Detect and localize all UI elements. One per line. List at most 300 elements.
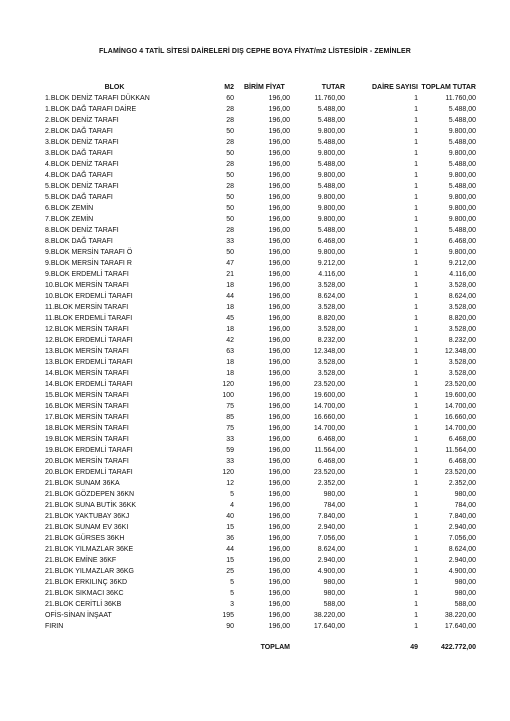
cell-tutar: 6.468,00 xyxy=(317,238,345,245)
cell-daire-sayisi: 1 xyxy=(414,150,418,157)
cell-birim-fiyat: 196,00 xyxy=(268,370,290,377)
cell-blok: 9.BLOK ERDEMLİ TARAFI xyxy=(45,271,129,278)
cell-tutar: 8.624,00 xyxy=(317,293,345,300)
cell-m2: 50 xyxy=(226,205,234,212)
table-row xyxy=(45,247,476,258)
table-row xyxy=(45,379,476,390)
totals-label: TOPLAM xyxy=(260,643,290,651)
cell-m2: 5 xyxy=(230,579,234,586)
cell-m2: 25 xyxy=(226,568,234,575)
cell-birim-fiyat: 196,00 xyxy=(268,557,290,564)
cell-daire-sayisi: 1 xyxy=(414,260,418,267)
cell-tutar: 8.624,00 xyxy=(317,546,345,553)
table-row xyxy=(45,522,476,533)
cell-birim-fiyat: 196,00 xyxy=(268,139,290,146)
cell-tutar: 3.528,00 xyxy=(317,326,345,333)
cell-toplam-tutar: 2.940,00 xyxy=(448,524,476,531)
cell-birim-fiyat: 196,00 xyxy=(268,150,290,157)
cell-m2: 18 xyxy=(226,359,234,366)
table-row xyxy=(45,621,476,632)
cell-toplam-tutar: 9.800,00 xyxy=(448,216,476,223)
cell-m2: 15 xyxy=(226,524,234,531)
cell-toplam-tutar: 23.520,00 xyxy=(444,381,476,388)
cell-daire-sayisi: 1 xyxy=(414,447,418,454)
cell-toplam-tutar: 6.468,00 xyxy=(448,238,476,245)
cell-m2: 18 xyxy=(226,326,234,333)
cell-blok: 21.BLOK EMİNE 36KF xyxy=(45,557,117,564)
cell-toplam-tutar: 5.488,00 xyxy=(448,139,476,146)
cell-m2: 28 xyxy=(226,106,234,113)
header-daire-sayisi: DAİRE SAYISI xyxy=(371,84,418,91)
cell-birim-fiyat: 196,00 xyxy=(268,469,290,476)
cell-m2: 85 xyxy=(226,414,234,421)
cell-birim-fiyat: 196,00 xyxy=(268,238,290,245)
cell-blok: 4.BLOK DENİZ TARAFI xyxy=(45,161,119,168)
cell-m2: 50 xyxy=(226,172,234,179)
cell-toplam-tutar: 3.528,00 xyxy=(448,282,476,289)
cell-daire-sayisi: 1 xyxy=(414,623,418,630)
table-row xyxy=(45,500,476,511)
cell-toplam-tutar: 11.564,00 xyxy=(445,447,476,454)
cell-birim-fiyat: 196,00 xyxy=(268,293,290,300)
cell-daire-sayisi: 1 xyxy=(414,480,418,487)
cell-tutar: 6.468,00 xyxy=(317,436,345,443)
table-row xyxy=(45,192,476,203)
cell-birim-fiyat: 196,00 xyxy=(268,326,290,333)
cell-m2: 47 xyxy=(226,260,234,267)
cell-daire-sayisi: 1 xyxy=(414,172,418,179)
cell-tutar: 14.700,00 xyxy=(313,403,345,410)
cell-toplam-tutar: 5.488,00 xyxy=(448,183,476,190)
cell-daire-sayisi: 1 xyxy=(414,304,418,311)
cell-tutar: 5.488,00 xyxy=(317,139,345,146)
cell-tutar: 2.352,00 xyxy=(317,480,345,487)
table-row xyxy=(45,104,476,115)
table-row xyxy=(45,610,476,621)
cell-m2: 50 xyxy=(226,249,234,256)
cell-daire-sayisi: 1 xyxy=(414,458,418,465)
cell-blok: 4.BLOK DAĞ TARAFI xyxy=(45,172,113,179)
cell-daire-sayisi: 1 xyxy=(414,194,418,201)
cell-birim-fiyat: 196,00 xyxy=(268,491,290,498)
cell-blok: 21.BLOK CERİTLİ 36KB xyxy=(45,601,122,608)
cell-daire-sayisi: 1 xyxy=(414,106,418,113)
cell-blok: 21.BLOK SUNAM 36KA xyxy=(45,480,120,487)
cell-birim-fiyat: 196,00 xyxy=(268,524,290,531)
cell-birim-fiyat: 196,00 xyxy=(268,447,290,454)
cell-tutar: 2.940,00 xyxy=(317,557,345,564)
cell-toplam-tutar: 5.488,00 xyxy=(448,161,476,168)
cell-birim-fiyat: 196,00 xyxy=(268,568,290,575)
cell-m2: 120 xyxy=(222,469,234,476)
cell-tutar: 8.820,00 xyxy=(317,315,345,322)
cell-birim-fiyat: 196,00 xyxy=(268,601,290,608)
cell-tutar: 11.760,00 xyxy=(314,95,345,102)
cell-birim-fiyat: 196,00 xyxy=(268,436,290,443)
table-row xyxy=(45,412,476,423)
cell-daire-sayisi: 1 xyxy=(414,392,418,399)
cell-birim-fiyat: 196,00 xyxy=(268,205,290,212)
table-row xyxy=(45,225,476,236)
table-row xyxy=(45,423,476,434)
cell-birim-fiyat: 196,00 xyxy=(268,271,290,278)
cell-m2: 90 xyxy=(226,623,234,630)
cell-birim-fiyat: 196,00 xyxy=(268,535,290,542)
table-row xyxy=(45,335,476,346)
cell-m2: 50 xyxy=(226,128,234,135)
cell-m2: 75 xyxy=(226,425,234,432)
cell-tutar: 9.800,00 xyxy=(317,216,345,223)
cell-tutar: 3.528,00 xyxy=(317,370,345,377)
cell-birim-fiyat: 196,00 xyxy=(268,546,290,553)
cell-m2: 28 xyxy=(226,117,234,124)
cell-tutar: 980,00 xyxy=(323,491,345,498)
cell-m2: 44 xyxy=(226,546,234,553)
cell-toplam-tutar: 980,00 xyxy=(454,491,476,498)
cell-birim-fiyat: 196,00 xyxy=(268,128,290,135)
cell-blok: 12.BLOK ERDEMLİ TARAFI xyxy=(45,337,133,344)
table-row xyxy=(45,115,476,126)
cell-toplam-tutar: 14.700,00 xyxy=(444,425,476,432)
cell-blok: OFİS-SİNAN İNŞAAT xyxy=(45,612,112,619)
cell-toplam-tutar: 2.940,00 xyxy=(448,557,476,564)
cell-m2: 42 xyxy=(226,337,234,344)
cell-m2: 28 xyxy=(226,227,234,234)
cell-toplam-tutar: 5.488,00 xyxy=(448,227,476,234)
cell-blok: 18.BLOK MERSİN TARAFI xyxy=(45,425,129,432)
table-row xyxy=(45,511,476,522)
table-row xyxy=(45,203,476,214)
cell-blok: 21.BLOK GÖZDEPEN 36KN xyxy=(45,491,135,498)
cell-birim-fiyat: 196,00 xyxy=(268,425,290,432)
cell-daire-sayisi: 1 xyxy=(414,326,418,333)
cell-blok: 21.BLOK SIKMACI 36KC xyxy=(45,590,124,597)
cell-birim-fiyat: 196,00 xyxy=(268,249,290,256)
cell-blok: 19.BLOK ERDEMLİ TARAFI xyxy=(45,447,133,454)
cell-birim-fiyat: 196,00 xyxy=(268,172,290,179)
cell-m2: 40 xyxy=(226,513,234,520)
cell-birim-fiyat: 196,00 xyxy=(268,348,290,355)
cell-tutar: 3.528,00 xyxy=(317,282,345,289)
cell-toplam-tutar: 9.800,00 xyxy=(448,249,476,256)
cell-blok: 5.BLOK DENİZ TARAFI xyxy=(45,183,119,190)
cell-blok: 21.BLOK YAKTUBAY 36KJ xyxy=(45,513,130,520)
cell-m2: 33 xyxy=(226,436,234,443)
table-row xyxy=(45,577,476,588)
cell-m2: 100 xyxy=(222,392,234,399)
table-row xyxy=(45,445,476,456)
cell-m2: 5 xyxy=(230,491,234,498)
cell-toplam-tutar: 19.600,00 xyxy=(444,392,476,399)
cell-blok: 19.BLOK MERSİN TARAFI xyxy=(45,436,129,443)
cell-birim-fiyat: 196,00 xyxy=(268,502,290,509)
cell-daire-sayisi: 1 xyxy=(414,535,418,542)
cell-birim-fiyat: 196,00 xyxy=(268,304,290,311)
cell-daire-sayisi: 1 xyxy=(414,282,418,289)
table-row xyxy=(45,478,476,489)
cell-m2: 75 xyxy=(226,403,234,410)
cell-m2: 4 xyxy=(230,502,234,509)
cell-birim-fiyat: 196,00 xyxy=(268,260,290,267)
cell-toplam-tutar: 6.468,00 xyxy=(448,436,476,443)
cell-daire-sayisi: 1 xyxy=(414,491,418,498)
cell-tutar: 5.488,00 xyxy=(317,106,345,113)
table-row xyxy=(45,269,476,280)
cell-daire-sayisi: 1 xyxy=(414,546,418,553)
cell-blok: 10.BLOK ERDEMLİ TARAFI xyxy=(45,293,133,300)
cell-blok: 11.BLOK ERDEMLİ TARAFI xyxy=(45,315,133,322)
cell-tutar: 11.564,00 xyxy=(314,447,345,454)
cell-toplam-tutar: 8.624,00 xyxy=(448,293,476,300)
cell-toplam-tutar: 23.520,00 xyxy=(444,469,476,476)
cell-daire-sayisi: 1 xyxy=(414,139,418,146)
cell-blok: 21.BLOK SUNAM EV 36KI xyxy=(45,524,129,531)
cell-blok: 6.BLOK ZEMİN xyxy=(45,205,94,212)
cell-daire-sayisi: 1 xyxy=(414,337,418,344)
table-row xyxy=(45,489,476,500)
cell-birim-fiyat: 196,00 xyxy=(268,337,290,344)
cell-birim-fiyat: 196,00 xyxy=(268,106,290,113)
cell-tutar: 12.348,00 xyxy=(313,348,345,355)
cell-m2: 12 xyxy=(226,480,234,487)
cell-toplam-tutar: 980,00 xyxy=(454,579,476,586)
cell-blok: 7.BLOK ZEMİN xyxy=(45,216,94,223)
table-row xyxy=(45,533,476,544)
cell-daire-sayisi: 1 xyxy=(414,469,418,476)
cell-tutar: 980,00 xyxy=(323,579,345,586)
cell-tutar: 6.468,00 xyxy=(317,458,345,465)
cell-daire-sayisi: 1 xyxy=(414,414,418,421)
price-table xyxy=(45,82,476,654)
cell-daire-sayisi: 1 xyxy=(414,238,418,245)
cell-daire-sayisi: 1 xyxy=(414,359,418,366)
table-row xyxy=(45,313,476,324)
cell-toplam-tutar: 3.528,00 xyxy=(448,304,476,311)
table-row xyxy=(45,434,476,445)
cell-m2: 18 xyxy=(226,282,234,289)
cell-toplam-tutar: 3.528,00 xyxy=(448,370,476,377)
cell-daire-sayisi: 1 xyxy=(414,513,418,520)
cell-birim-fiyat: 196,00 xyxy=(268,513,290,520)
table-row xyxy=(45,566,476,577)
cell-toplam-tutar: 784,00 xyxy=(454,502,476,509)
cell-toplam-tutar: 588,00 xyxy=(454,601,476,608)
cell-toplam-tutar: 3.528,00 xyxy=(448,359,476,366)
cell-m2: 60 xyxy=(226,95,234,102)
cell-birim-fiyat: 196,00 xyxy=(268,117,290,124)
cell-blok: 8.BLOK DENİZ TARAFI xyxy=(45,227,119,234)
cell-tutar: 3.528,00 xyxy=(317,304,345,311)
cell-toplam-tutar: 12.348,00 xyxy=(444,348,476,355)
cell-tutar: 2.940,00 xyxy=(317,524,345,531)
cell-m2: 5 xyxy=(230,590,234,597)
cell-blok: FIRIN xyxy=(45,623,64,630)
cell-tutar: 784,00 xyxy=(323,502,345,509)
header-tutar: TUTAR xyxy=(321,84,345,91)
cell-blok: 10.BLOK MERSİN TARAFI xyxy=(45,282,129,289)
table-row xyxy=(45,588,476,599)
cell-toplam-tutar: 16.660,00 xyxy=(444,414,476,421)
cell-birim-fiyat: 196,00 xyxy=(268,590,290,597)
cell-toplam-tutar: 5.488,00 xyxy=(448,117,476,124)
cell-blok: 14.BLOK ERDEMLİ TARAFI xyxy=(45,381,133,388)
table-row xyxy=(45,159,476,170)
cell-birim-fiyat: 196,00 xyxy=(268,414,290,421)
cell-toplam-tutar: 7.840,00 xyxy=(448,513,476,520)
table-row xyxy=(45,357,476,368)
cell-m2: 15 xyxy=(226,557,234,564)
header-row xyxy=(45,82,476,93)
cell-daire-sayisi: 1 xyxy=(414,436,418,443)
cell-blok: 13.BLOK ERDEMLİ TARAFI xyxy=(45,359,133,366)
cell-birim-fiyat: 196,00 xyxy=(268,623,290,630)
cell-tutar: 5.488,00 xyxy=(317,161,345,168)
cell-toplam-tutar: 9.212,00 xyxy=(448,260,476,267)
cell-birim-fiyat: 196,00 xyxy=(268,282,290,289)
cell-daire-sayisi: 1 xyxy=(414,403,418,410)
cell-birim-fiyat: 196,00 xyxy=(268,315,290,322)
cell-daire-sayisi: 1 xyxy=(414,117,418,124)
cell-daire-sayisi: 1 xyxy=(414,590,418,597)
cell-daire-sayisi: 1 xyxy=(414,579,418,586)
cell-daire-sayisi: 1 xyxy=(414,502,418,509)
table-row xyxy=(45,236,476,247)
cell-m2: 50 xyxy=(226,150,234,157)
cell-daire-sayisi: 1 xyxy=(414,348,418,355)
cell-tutar: 23.520,00 xyxy=(313,381,345,388)
cell-tutar: 4.116,00 xyxy=(318,271,345,278)
table-row xyxy=(45,302,476,313)
cell-daire-sayisi: 1 xyxy=(414,315,418,322)
cell-blok: 3.BLOK DAĞ TARAFI xyxy=(45,150,113,157)
cell-blok: 16.BLOK MERSİN TARAFI xyxy=(45,403,129,410)
table-row xyxy=(45,258,476,269)
cell-tutar: 19.600,00 xyxy=(313,392,345,399)
cell-daire-sayisi: 1 xyxy=(414,205,418,212)
cell-m2: 28 xyxy=(226,183,234,190)
cell-m2: 21 xyxy=(226,271,234,278)
cell-birim-fiyat: 196,00 xyxy=(268,579,290,586)
cell-daire-sayisi: 1 xyxy=(414,557,418,564)
cell-toplam-tutar: 11.760,00 xyxy=(445,95,476,102)
cell-tutar: 7.056,00 xyxy=(317,535,345,542)
page-title: FLAMİNGO 4 TATİL SİTESİ DAİRELERİ DIŞ CEPHE BOYA FİYAT/m2 LİSTESİDİR - ZEMİNLER xyxy=(99,48,411,55)
cell-tutar: 16.660,00 xyxy=(313,414,345,421)
cell-toplam-tutar: 980,00 xyxy=(454,590,476,597)
cell-tutar: 4.900,00 xyxy=(317,568,345,575)
cell-toplam-tutar: 5.488,00 xyxy=(448,106,476,113)
cell-m2: 3 xyxy=(230,601,234,608)
cell-m2: 33 xyxy=(226,458,234,465)
table-row xyxy=(45,170,476,181)
cell-daire-sayisi: 1 xyxy=(414,568,418,575)
cell-blok: 21.BLOK SUNA BUTİK 36KK xyxy=(45,502,137,509)
cell-m2: 63 xyxy=(226,348,234,355)
cell-daire-sayisi: 1 xyxy=(414,524,418,531)
header-blok: BLOK xyxy=(104,84,125,91)
cell-daire-sayisi: 1 xyxy=(414,293,418,300)
cell-blok: 21.BLOK ERKILINÇ 36KD xyxy=(45,579,128,586)
table-row xyxy=(45,456,476,467)
cell-daire-sayisi: 1 xyxy=(414,216,418,223)
cell-m2: 18 xyxy=(226,370,234,377)
cell-toplam-tutar: 8.232,00 xyxy=(448,337,476,344)
cell-m2: 28 xyxy=(226,139,234,146)
cell-toplam-tutar: 2.352,00 xyxy=(448,480,476,487)
cell-toplam-tutar: 4.900,00 xyxy=(448,568,476,575)
cell-birim-fiyat: 196,00 xyxy=(268,612,290,619)
cell-blok: 11.BLOK MERSİN TARAFI xyxy=(45,304,129,311)
cell-daire-sayisi: 1 xyxy=(414,128,418,135)
cell-tutar: 9.800,00 xyxy=(317,249,345,256)
cell-m2: 44 xyxy=(226,293,234,300)
cell-daire-sayisi: 1 xyxy=(414,227,418,234)
cell-toplam-tutar: 6.468,00 xyxy=(448,458,476,465)
cell-toplam-tutar: 9.800,00 xyxy=(448,128,476,135)
cell-tutar: 38.220,00 xyxy=(313,612,345,619)
header-birim-fiyat: BİRİM FİYAT xyxy=(244,84,285,91)
cell-daire-sayisi: 1 xyxy=(414,381,418,388)
cell-tutar: 9.800,00 xyxy=(317,128,345,135)
cell-toplam-tutar: 9.800,00 xyxy=(448,150,476,157)
header-toplam-tutar: TOPLAM TUTAR xyxy=(421,84,476,91)
cell-tutar: 23.520,00 xyxy=(313,469,345,476)
cell-toplam-tutar: 9.800,00 xyxy=(448,172,476,179)
cell-tutar: 5.488,00 xyxy=(317,183,345,190)
cell-daire-sayisi: 1 xyxy=(414,271,418,278)
cell-tutar: 14.700,00 xyxy=(313,425,345,432)
cell-toplam-tutar: 9.800,00 xyxy=(448,194,476,201)
cell-blok: 9.BLOK MERSİN TARAFI Ö xyxy=(45,249,133,256)
cell-daire-sayisi: 1 xyxy=(414,95,418,102)
cell-blok: 1.BLOK DENİZ TARAFI DÜKKAN xyxy=(45,95,150,102)
cell-blok: 2.BLOK DAĞ TARAFI xyxy=(45,128,113,135)
cell-blok: 9.BLOK MERSİN TARAFI R xyxy=(45,260,132,267)
cell-birim-fiyat: 196,00 xyxy=(268,183,290,190)
header-m2: M2 xyxy=(224,84,234,91)
cell-blok: 12.BLOK MERSİN TARAFI xyxy=(45,326,129,333)
cell-blok: 5.BLOK DAĞ TARAFI xyxy=(45,194,113,201)
cell-birim-fiyat: 196,00 xyxy=(268,194,290,201)
cell-toplam-tutar: 4.116,00 xyxy=(449,271,476,278)
cell-blok: 17.BLOK MERSİN TARAFI xyxy=(45,414,129,421)
cell-toplam-tutar: 8.624,00 xyxy=(448,546,476,553)
cell-daire-sayisi: 1 xyxy=(414,370,418,377)
cell-tutar: 8.232,00 xyxy=(317,337,345,344)
table-row xyxy=(45,291,476,302)
cell-m2: 45 xyxy=(226,315,234,322)
cell-birim-fiyat: 196,00 xyxy=(268,392,290,399)
cell-tutar: 9.800,00 xyxy=(317,205,345,212)
cell-birim-fiyat: 196,00 xyxy=(268,359,290,366)
cell-tutar: 9.800,00 xyxy=(317,172,345,179)
table-row xyxy=(45,544,476,555)
cell-daire-sayisi: 1 xyxy=(414,183,418,190)
cell-birim-fiyat: 196,00 xyxy=(268,95,290,102)
cell-m2: 28 xyxy=(226,161,234,168)
totals-daire-sayisi: 49 xyxy=(410,643,418,651)
cell-blok: 1.BLOK DAĞ TARAFI DAİRE xyxy=(45,106,137,113)
cell-birim-fiyat: 196,00 xyxy=(268,403,290,410)
cell-tutar: 9.800,00 xyxy=(317,150,345,157)
table-row xyxy=(45,555,476,566)
cell-daire-sayisi: 1 xyxy=(414,161,418,168)
table-row xyxy=(45,368,476,379)
table-row xyxy=(45,346,476,357)
cell-blok: 3.BLOK DENİZ TARAFI xyxy=(45,139,119,146)
cell-daire-sayisi: 1 xyxy=(414,612,418,619)
cell-toplam-tutar: 3.528,00 xyxy=(448,326,476,333)
